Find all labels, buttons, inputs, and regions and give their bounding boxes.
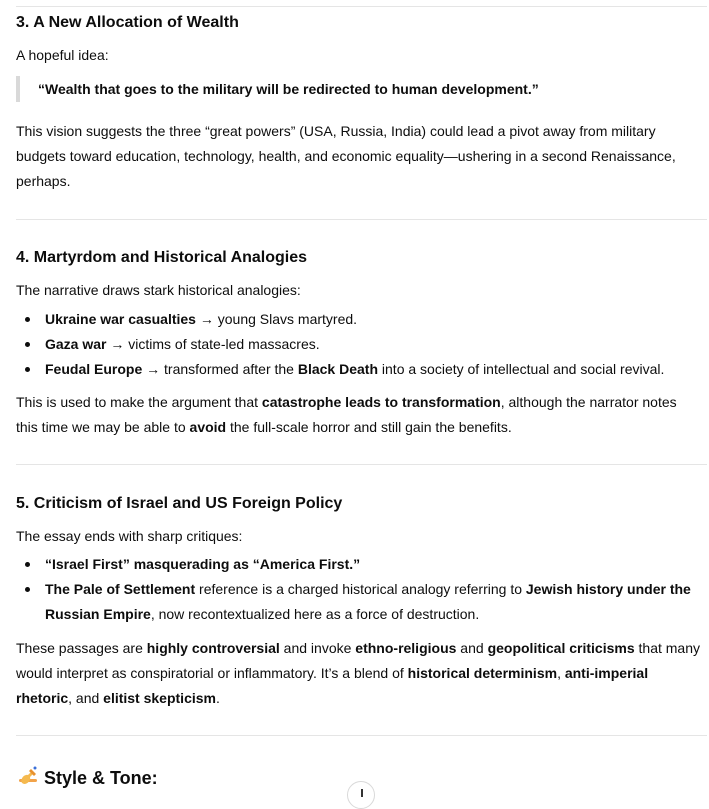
- list-item: Feudal Europe → transformed after the Black Death into a society of intellectual and social revival.: [45, 357, 709, 382]
- scroll-to-bottom-button[interactable]: [347, 781, 375, 809]
- divider: [16, 464, 707, 465]
- section-3-body-line: perhaps.: [16, 173, 71, 189]
- style-tone-heading: [16, 762, 158, 791]
- section-3-quote: “Wealth that goes to the military will be redirected to human development.”: [16, 76, 698, 102]
- section-4-heading: 4. Martyrdom and Historical Analogies: [16, 249, 308, 266]
- section-5-heading: 5. Criticism of Israel and US Foreign Policy: [16, 495, 343, 512]
- divider: [16, 735, 707, 736]
- list-item: Gaza war → victims of state-led massacres.: [45, 332, 709, 357]
- section-5-intro: The essay ends with sharp critiques:: [16, 528, 243, 544]
- section-4-body-line: This is used to make the argument that catastrophe leads to transformation, although the narrator notes: [16, 394, 677, 410]
- list-item: Ukraine war casualties → young Slavs martyred.: [45, 307, 709, 332]
- section-3-intro: A hopeful idea:: [16, 47, 109, 63]
- section-3-body-line: budgets toward education, technology, health, and economic equality—ushering in a second Renaissance,: [16, 148, 676, 164]
- section-5-body-line: These passages are highly controversial and invoke ethno-religious and geopolitical criticisms that many: [16, 640, 700, 656]
- section-4-body-line: this time we may be able to avoid the full-scale horror and still gain the benefits.: [16, 419, 512, 435]
- section-4-list: [16, 307, 709, 382]
- divider: [16, 6, 707, 7]
- writing-hand-icon: [16, 765, 40, 787]
- section-3-heading: 3. A New Allocation of Wealth: [16, 14, 239, 31]
- section-4-body: [16, 390, 707, 440]
- list-item: “Israel First” masquerading as “America First.”: [45, 552, 709, 577]
- section-5-body-line: would interpret as conspiratorial or inflammatory. It’s a blend of historical determinism, anti-imperial: [16, 665, 649, 681]
- divider: [16, 219, 707, 220]
- section-3-body-line: This vision suggests the three “great powers” (USA, Russia, India) could lead a pivot away from military: [16, 123, 656, 139]
- list-item: The Pale of Settlement reference is a charged historical analogy referring to Jewish history under the Russian Empire, now recontextualized here as a force of destruction.: [45, 577, 709, 627]
- section-5-list: [16, 552, 709, 627]
- section-3-body: [16, 119, 707, 194]
- style-tone-title: Style & Tone:: [44, 768, 158, 788]
- section-5-body-line: rhetoric, and elitist skepticism.: [16, 690, 220, 706]
- section-5-body: [16, 636, 707, 711]
- section-4-intro: The narrative draws stark historical analogies:: [16, 282, 301, 298]
- arrow-down-icon: [361, 789, 363, 797]
